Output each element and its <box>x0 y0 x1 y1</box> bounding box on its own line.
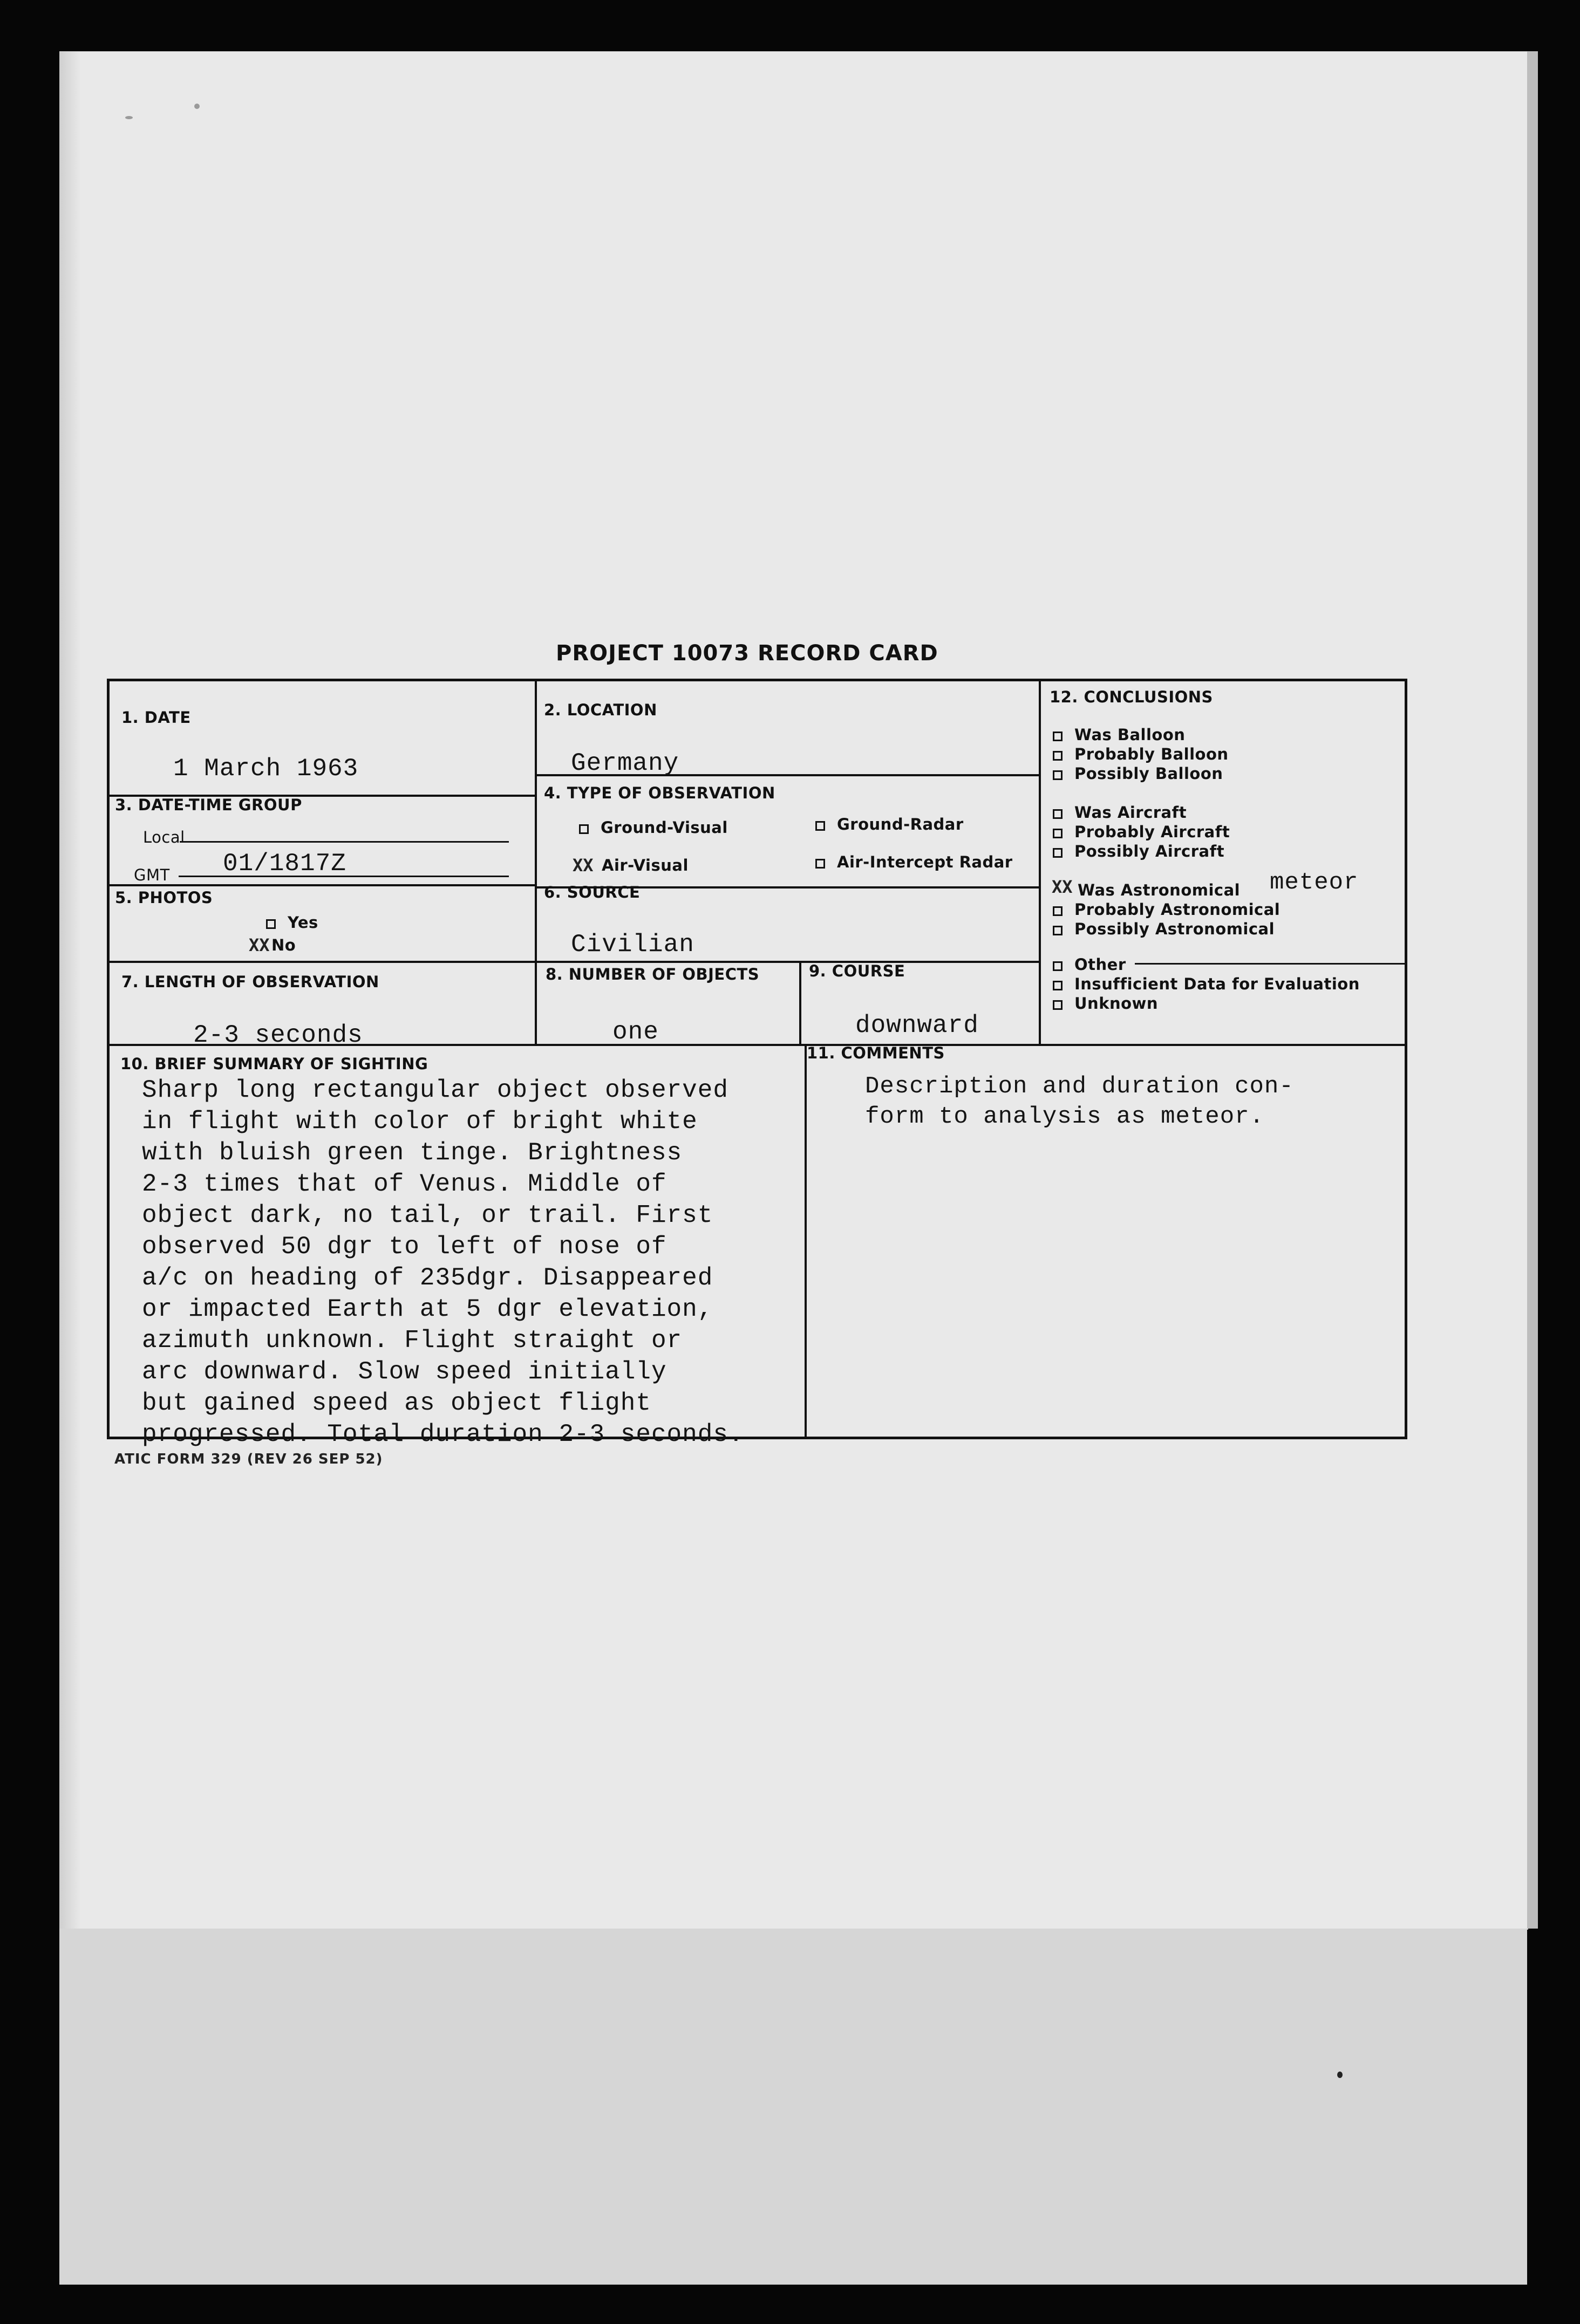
insufficient-data-text: Insufficient Data for Evaluation <box>1074 975 1360 993</box>
lower-film-strip <box>59 1929 1527 2285</box>
summary-line: with bluish green tinge. Brightness <box>142 1139 683 1167</box>
checkbox-icon <box>1053 961 1063 971</box>
was-balloon-text: Was Balloon <box>1074 726 1186 744</box>
photos-yes-text: Yes <box>288 913 318 932</box>
conclusion-was-balloon[interactable] <box>1053 726 1185 744</box>
date-label: 1. DATE <box>121 708 191 727</box>
divider-col-1 <box>535 681 537 1044</box>
gmt-value: 01/1817Z <box>223 850 346 878</box>
course-label: 9. COURSE <box>809 962 905 980</box>
other-text: Other <box>1074 955 1126 974</box>
comments-label: 11. COMMENTS <box>807 1044 945 1062</box>
conclusion-probably-astronomical[interactable] <box>1053 900 1280 919</box>
checkbox-icon <box>815 859 825 869</box>
conclusion-unknown[interactable] <box>1053 994 1158 1013</box>
checkbox-icon <box>266 919 276 929</box>
conclusion-probably-balloon[interactable] <box>1053 745 1229 763</box>
was-astronomical-note: meteor <box>1270 869 1359 896</box>
summary-line: azimuth unknown. Flight straight or <box>142 1327 683 1355</box>
comments-text <box>865 1073 1294 1133</box>
source-label: 6. SOURCE <box>544 883 641 901</box>
dust-speck <box>125 116 133 119</box>
comment-line: form to analysis as meteor. <box>865 1103 1264 1130</box>
possibly-aircraft-text: Possibly Aircraft <box>1074 842 1225 860</box>
length-of-observation-label: 7. LENGTH OF OBSERVATION <box>121 973 379 991</box>
summary-line: object dark, no tail, or trail. First <box>142 1201 713 1229</box>
photos-no-check-mark: XX <box>249 935 270 955</box>
dust-speck <box>1337 2072 1343 2078</box>
checkbox-icon <box>1053 751 1063 761</box>
divider-summary <box>805 1044 807 1439</box>
probably-astronomical-text: Probably Astronomical <box>1074 900 1281 919</box>
date-time-group-label: 3. DATE-TIME GROUP <box>115 796 302 814</box>
course-value: downward <box>855 1011 979 1040</box>
conclusion-possibly-balloon[interactable] <box>1053 764 1223 783</box>
conclusion-insufficient-data[interactable] <box>1053 975 1360 993</box>
was-aircraft-text: Was Aircraft <box>1074 803 1187 822</box>
checkbox-icon <box>1053 848 1063 858</box>
type-of-observation-label: 4. TYPE OF OBSERVATION <box>544 784 775 802</box>
photos-no-text: No <box>271 936 296 954</box>
summary-line: in flight with color of bright white <box>142 1108 698 1136</box>
summary-line: 2-3 times that of Venus. Middle of <box>142 1170 667 1198</box>
photos-yes-option[interactable] <box>266 913 318 932</box>
divider-col-2 <box>799 962 801 1044</box>
comment-line: Description and duration con- <box>865 1073 1294 1100</box>
checkbox-icon <box>579 824 589 834</box>
checkbox-icon <box>1053 732 1063 741</box>
summary-line: but gained speed as object flight <box>142 1389 651 1417</box>
card-title: PROJECT 10073 RECORD CARD <box>556 641 938 666</box>
summary-line: a/c on heading of 235dgr. Disappeared <box>142 1264 713 1292</box>
conclusions-label: 12. CONCLUSIONS <box>1050 688 1213 706</box>
probably-aircraft-text: Probably Aircraft <box>1074 823 1230 841</box>
date-value: 1 March 1963 <box>173 755 359 783</box>
photos-label: 5. PHOTOS <box>115 888 213 907</box>
source-value: Civilian <box>571 931 694 959</box>
ground-visual-option[interactable] <box>579 818 728 837</box>
ground-radar-text: Ground-Radar <box>837 815 964 833</box>
checkbox-icon <box>1053 809 1063 819</box>
row-divider-2-left <box>110 884 535 886</box>
air-visual-text: Air-Visual <box>602 856 689 874</box>
checkbox-icon <box>815 821 825 831</box>
form-footer: ATIC FORM 329 (REV 26 SEP 52) <box>114 1451 383 1467</box>
dust-speck <box>194 104 200 109</box>
checkbox-icon <box>1053 981 1063 990</box>
length-of-observation-value: 2-3 seconds <box>193 1021 363 1049</box>
air-visual-option[interactable] <box>602 856 689 874</box>
summary-line: or impacted Earth at 5 dgr elevation, <box>142 1295 713 1323</box>
brief-summary-text <box>142 1076 744 1452</box>
number-of-objects-value: one <box>612 1018 659 1046</box>
possibly-astronomical-text: Possibly Astronomical <box>1074 920 1275 938</box>
gmt-label: GMT <box>134 866 170 884</box>
number-of-objects-label: 8. NUMBER OF OBJECTS <box>546 965 760 983</box>
summary-line: progressed. Total duration 2-3 seconds. <box>142 1420 744 1448</box>
ground-visual-text: Ground-Visual <box>601 818 728 837</box>
paper-edge-shadow <box>59 51 81 1929</box>
ground-radar-option[interactable] <box>815 815 964 833</box>
location-label: 2. LOCATION <box>544 701 657 719</box>
checkbox-icon <box>1053 1000 1063 1010</box>
checkbox-icon <box>1053 829 1063 838</box>
air-intercept-radar-option[interactable] <box>815 853 1013 871</box>
conclusion-possibly-astronomical[interactable] <box>1053 920 1275 938</box>
conclusions-other-line <box>1135 963 1405 965</box>
unknown-text: Unknown <box>1074 994 1158 1013</box>
paper-right-edge <box>1527 51 1538 1929</box>
location-value: Germany <box>571 749 679 777</box>
conclusion-was-astronomical[interactable] <box>1078 881 1240 899</box>
summary-line: Sharp long rectangular object observed <box>142 1076 728 1104</box>
divider-col-3 <box>1039 681 1041 1044</box>
local-label: Local <box>143 828 185 846</box>
brief-summary-label: 10. BRIEF SUMMARY OF SIGHTING <box>120 1055 428 1073</box>
checkbox-icon <box>1053 926 1063 935</box>
summary-line: observed 50 dgr to left of nose of <box>142 1233 667 1261</box>
was-astronomical-text: Was Astronomical <box>1078 881 1241 899</box>
probably-balloon-text: Probably Balloon <box>1074 745 1229 763</box>
local-time-line <box>180 841 509 843</box>
air-visual-check-mark: XX <box>573 855 594 876</box>
record-card <box>107 679 1407 1448</box>
conclusion-possibly-aircraft[interactable] <box>1053 842 1224 860</box>
conclusion-other[interactable] <box>1053 955 1126 974</box>
conclusion-probably-aircraft[interactable] <box>1053 823 1230 841</box>
checkbox-icon <box>1053 906 1063 916</box>
was-astronomical-check-mark: XX <box>1052 877 1073 897</box>
possibly-balloon-text: Possibly Balloon <box>1074 764 1223 783</box>
checkbox-icon <box>1053 770 1063 780</box>
air-intercept-radar-text: Air-Intercept Radar <box>837 853 1013 871</box>
conclusion-was-aircraft[interactable] <box>1053 803 1187 822</box>
photos-no-option[interactable] <box>271 936 296 954</box>
summary-line: arc downward. Slow speed initially <box>142 1358 667 1386</box>
